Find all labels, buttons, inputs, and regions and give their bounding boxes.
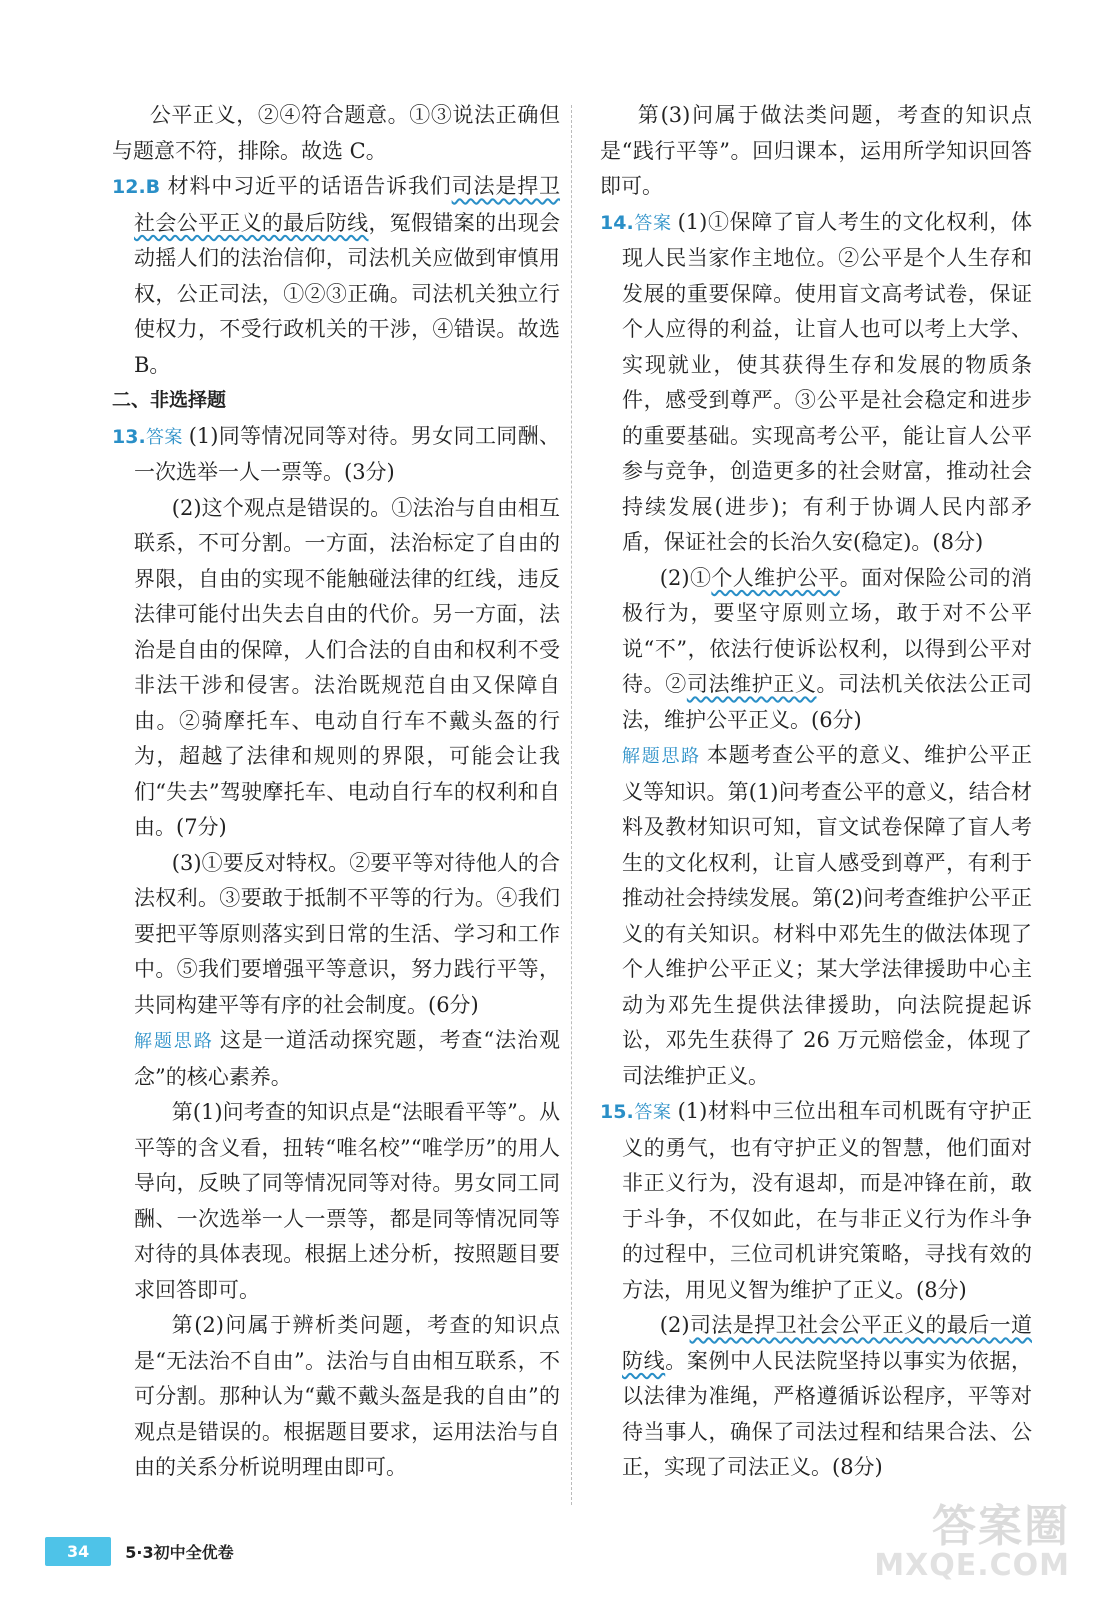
watermark-title: 答案圈 <box>932 1501 1070 1552</box>
emphasis-text: 司法维护正义 <box>686 672 817 696</box>
explanation-3: 第(3)问属于做法类问题，考查的知识点是“践行平等”。回归课本，运用所学知识回答即可。 <box>600 103 1032 198</box>
question-number: 13. <box>112 425 146 448</box>
thinking-text: 本题考查公平的意义、维护公平正义等知识。第(1)问考查公平的意义，结合材料及教材知识可知，盲文试卷保障了盲人考生的文化权利，让盲人感受到尊严，有利于推动社会持续发展。第(2)问考查维护公平正义的有关知识。材料中邓先生的做法体现了个人维护公平正义；某大学法律援助中心主动为邓先生提供法律援助，向法院提起诉讼，邓先生获得了 26 万元赔偿金，体现了司法维护正义。 <box>622 743 1033 1088</box>
question-12 <box>112 169 560 383</box>
answer-text: (1)①保障了盲人考生的文化权利，体现人民当家作主地位。②公平是个人生存和发展的重要保障。使用盲文高考试卷，保证个人应得的利益，让盲人也可以考上大学、实现就业，使其获得生存和发展的物质条件，感受到尊严。③公平是社会稳定和进步的重要基础。实现高考公平，能让盲人公平参与竞争，创造更多的社会财富，推动社会持续发展(进步)；有利于协调人民内部矛盾，保证社会的长治久安(稳定)。(8分) <box>622 209 1033 554</box>
question-number: 14. <box>600 211 634 234</box>
question-14-thinking <box>600 738 1032 1094</box>
page-footer <box>45 1536 234 1566</box>
paragraph-continuation: 公平正义，②④符合题意。①③说法正确但与题意不符，排除。故选 C。 <box>112 103 560 163</box>
answer-tag: 答案 <box>633 212 672 234</box>
explanation-2: 第(2)问属于辨析类问题，考查的知识点是“无法治不自由”。法治与自由相互联系，不可分割。那种认为“戴不戴头盔是我的自由”的观点是错误的。根据题目要求，运用法治与自由的关系分析说明理由即可。 <box>134 1313 560 1479</box>
emphasis-text: 司法是捍卫社会公平正义的最后防线 <box>134 174 561 235</box>
watermark-url: MXQE.COM <box>874 1548 1070 1583</box>
question-13-answer-3: (3)①要反对特权。②要平等对待他人的合法权利。③要敢于抵制不平等的行为。④我们要把平等原则落实到日常的生活、学习和工作中。⑤我们要增强平等意识，努力践行平等，共同构建平等有序的社会制度。(6分) <box>134 850 560 1017</box>
watermark <box>874 1490 1070 1590</box>
question-13-thinking <box>112 1023 560 1095</box>
answer-text: (1)同等情况同等对待。男女同工同酬、一次选举一人一票等。(3分) <box>134 423 561 484</box>
answer-text: 材料中习近平的话语告诉我们 <box>167 174 452 198</box>
book-brand: 5·3初中全优卷 <box>125 1542 234 1562</box>
right-column <box>600 98 1032 1486</box>
question-number: 15. <box>600 1101 634 1123</box>
emphasis-text: 个人维护公平 <box>711 565 840 590</box>
thinking-tag: 解题思路 <box>134 1031 214 1052</box>
question-14-answer-2: (2)①个人维护公平。面对保险公司的消极行为，要坚守原则立场，敢于对不公平说“不”，依法行使诉讼权利，以得到公平对待。②司法维护正义。司法机关依法公正司法，维护公平正义。(6分) <box>622 565 1033 732</box>
question-13-answer-1 <box>112 419 560 491</box>
thinking-tag: 解题思路 <box>622 746 701 767</box>
question-15-answer-2: (2)司法是捍卫社会公平正义的最后一道防线。案例中人民法院坚持以事实为依据，以法律为准绳，严格遵循诉讼程序，平等对待当事人，确保了司法过程和结果合法、公正，实现了司法正义。(8分) <box>622 1313 1033 1479</box>
explanation-1: 第(1)问考查的知识点是“法眼看平等”。从平等的含义看，扭转“唯名校”“唯学历”的用人导向，反映了同等情况同等对待。男女同工同酬、一次选举一人一票等，都是同等情况同等对待的具体表现。根据上述分析，按照题目要求回答即可。 <box>134 1100 560 1302</box>
question-number: 12.B <box>112 176 161 198</box>
column-divider <box>571 105 572 1505</box>
question-14-answer-1 <box>600 205 1032 561</box>
answer-text: ，冤假错案的出现会动摇人们的法治信仰，司法机关应做到审慎用权，公正司法，①②③正确。司法机关独立行使权力，不受行政机关的干涉，④错误。故选 B。 <box>134 210 561 377</box>
answer-text: (1)材料中三位出租车司机既有守护正义的勇气，也有守护正义的智慧，他们面对非正义行为，没有退却，而是冲锋在前，敢于斗争，不仅如此，在与非正义行为作斗争的过程中，三位司机讲究策略，寻找有效的方法，用见义智为维护了正义。(8分) <box>622 1099 1033 1302</box>
answer-tag: 答案 <box>145 426 183 448</box>
question-13-answer-2: (2)这个观点是错误的。①法治与自由相互联系，不可分割。一方面，法治标定了自由的界限，自由的实现不能触碰法律的红线，违反法律可能付出失去自由的代价。另一方面，法治是自由的保障，人们合法的自由和权利不受非法干涉和侵害。法治既规范自由又保障自由。②骑摩托车、电动自行车不戴头盔的行为，超越了法律和规则的界限，可能会让我们“失去”驾驶摩托车、电动自行车的权利和自由。(7分) <box>134 495 560 839</box>
answer-tag: 答案 <box>633 1102 672 1123</box>
page-number: 34 <box>45 1537 111 1566</box>
thinking-text: 这是一道活动探究题，考查“法治观念”的核心素养。 <box>134 1028 560 1089</box>
section-heading: 二、非选择题 <box>112 389 227 411</box>
left-column <box>112 98 560 1486</box>
emphasis-text: 司法是捍卫社会公平正义的最后一道防线 <box>622 1313 1032 1373</box>
question-15-answer-1 <box>600 1094 1032 1308</box>
